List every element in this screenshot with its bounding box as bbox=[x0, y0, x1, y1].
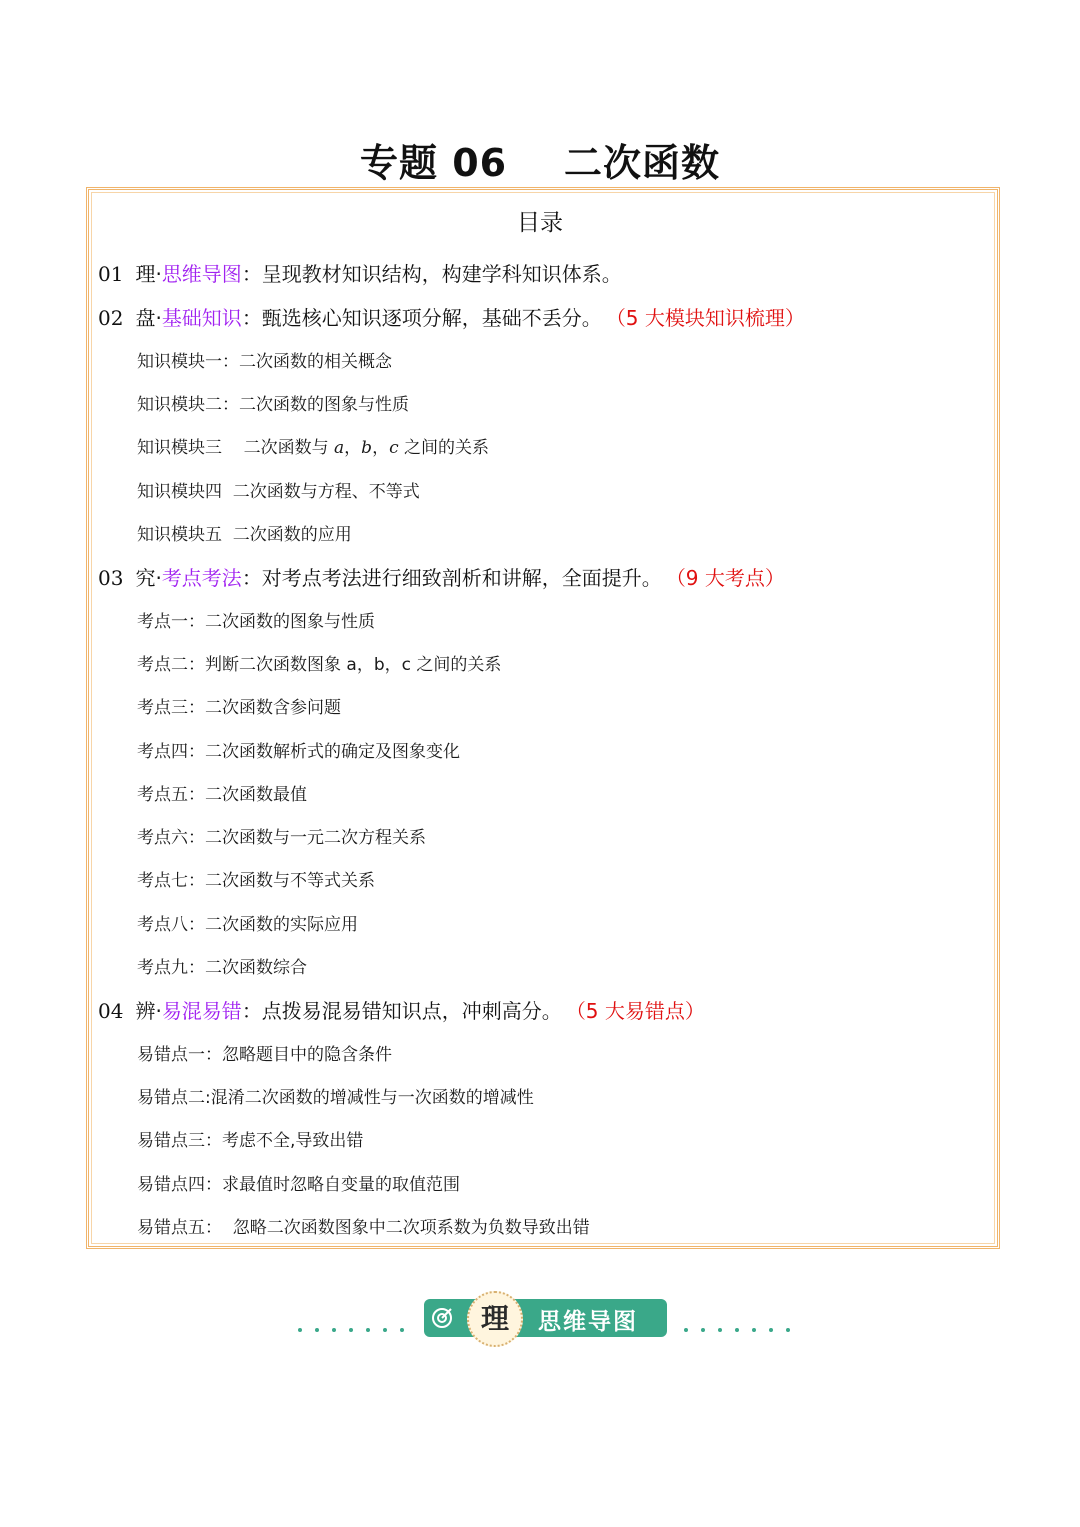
section-number: 03 bbox=[98, 566, 124, 590]
banner-label: 思维导图 bbox=[538, 1309, 638, 1335]
toc-yicuo-item[interactable]: 易错点二:混淆二次函数的增减性与一次函数的增减性 bbox=[137, 1088, 534, 1108]
section-link[interactable]: 考点考法 bbox=[161, 566, 242, 590]
toc-kaodian-item[interactable]: 考点二：判断二次函数图象 a，b，c 之间的关系 bbox=[137, 655, 502, 675]
toc-yicuo-item[interactable]: 易错点四：求最值时忽略自变量的取值范围 bbox=[137, 1175, 460, 1195]
toc-section-02[interactable] bbox=[98, 302, 805, 331]
banner-circle-badge: 理 bbox=[467, 1291, 523, 1347]
section-desc: ：甄选核心知识逐项分解，基础不丢分。 bbox=[241, 306, 602, 330]
toc-yicuo-item[interactable]: 易错点三：考虑不全,导致出错 bbox=[137, 1131, 364, 1151]
section-prefix: 究· bbox=[135, 566, 162, 590]
toc-module-item[interactable]: 知识模块四 二次函数与方程、不等式 bbox=[137, 482, 420, 502]
var-a: a bbox=[334, 438, 345, 458]
toc-kaodian-item[interactable]: 考点四：二次函数解析式的确定及图象变化 bbox=[137, 742, 460, 762]
section-link[interactable]: 易混易错 bbox=[161, 999, 242, 1023]
section-link[interactable]: 思维导图 bbox=[161, 262, 242, 286]
module3-tail: 之间的关系 bbox=[398, 438, 489, 458]
toc-kaodian-item[interactable]: 考点六：二次函数与一元二次方程关系 bbox=[137, 828, 426, 848]
section-count: （5 大易错点） bbox=[575, 999, 705, 1023]
toc-kaodian-item[interactable]: 考点八：二次函数的实际应用 bbox=[137, 915, 358, 935]
toc-kaodian-item[interactable]: 考点七：二次函数与不等式关系 bbox=[137, 871, 375, 891]
module3-label: 知识模块三 二次函数与 bbox=[137, 438, 335, 458]
toc-kaodian-item[interactable]: 考点三：二次函数含参问题 bbox=[137, 698, 341, 718]
section-count: （5 大模块知识梳理） bbox=[615, 306, 805, 330]
var-c: c bbox=[389, 438, 399, 458]
section-number: 01 bbox=[98, 262, 124, 286]
toc-section-01[interactable] bbox=[98, 258, 622, 287]
toc-section-03[interactable] bbox=[98, 562, 785, 591]
section-desc: ：点拨易混易错知识点，冲刺高分。 bbox=[241, 999, 562, 1023]
section-desc: ：呈现教材知识结构，构建学科知识体系。 bbox=[241, 262, 622, 286]
toc-kaodian-item[interactable]: 考点九：二次函数综合 bbox=[137, 958, 307, 978]
section-desc: ：对考点考法进行细致剖析和讲解，全面提升。 bbox=[241, 566, 662, 590]
toc-module-item[interactable]: 知识模块五 二次函数的应用 bbox=[137, 525, 352, 545]
banner-dots-left bbox=[298, 1328, 404, 1332]
section-number: 02 bbox=[98, 306, 124, 330]
page-title: 专题 06 二次函数 bbox=[359, 141, 721, 185]
toc-yicuo-item[interactable]: 易错点五： 忽略二次函数图象中二次项系数为负数导致出错 bbox=[137, 1218, 590, 1238]
var-b: b bbox=[361, 438, 373, 458]
section-prefix: 盘· bbox=[135, 306, 162, 330]
section-number: 04 bbox=[98, 999, 124, 1023]
section-link[interactable]: 基础知识 bbox=[161, 306, 242, 330]
section-prefix: 理· bbox=[135, 262, 162, 286]
toc-section-04[interactable] bbox=[98, 995, 705, 1024]
toc-kaodian-item[interactable]: 考点五：二次函数最值 bbox=[137, 785, 307, 805]
sep: ， bbox=[372, 438, 390, 458]
toc-kaodian-item[interactable]: 考点一：二次函数的图象与性质 bbox=[137, 612, 375, 632]
target-icon bbox=[430, 1306, 454, 1330]
section-count: （9 大考点） bbox=[675, 566, 785, 590]
sep: ， bbox=[344, 438, 362, 458]
toc-module-item[interactable]: 知识模块一：二次函数的相关概念 bbox=[137, 352, 392, 372]
section-prefix: 辨· bbox=[135, 999, 162, 1023]
toc-heading: 目录 bbox=[517, 210, 563, 236]
toc-module-item[interactable]: 知识模块二：二次函数的图象与性质 bbox=[137, 395, 409, 415]
banner-dots-right bbox=[684, 1328, 790, 1332]
toc-module-item[interactable] bbox=[137, 433, 489, 458]
toc-yicuo-item[interactable]: 易错点一：忽略题目中的隐含条件 bbox=[137, 1045, 392, 1065]
